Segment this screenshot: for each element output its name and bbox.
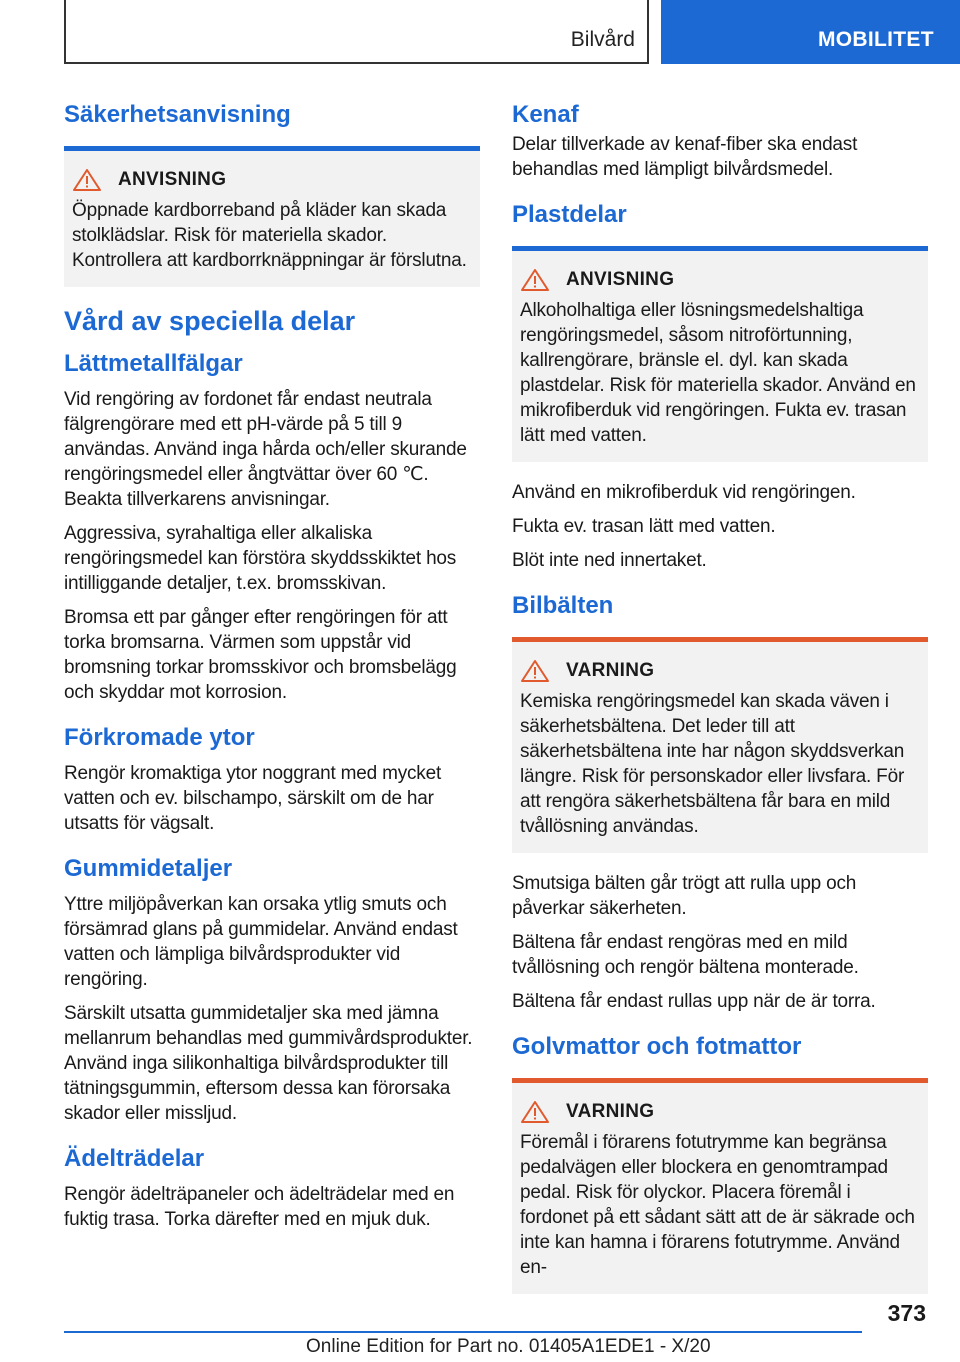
heading-vard-av-speciella-delar: Vård av speciella delar bbox=[64, 306, 356, 336]
warning-text: Föremål i förarens fotutrymme kan begränsa pedalvägen eller blockera en genomtrampad pedal. Risk för olyckor. Placera föremål i fordonet på ett sådant sätt att de är säkrade och inte kan hamna i förarens fotutrymme. Använd en- bbox=[520, 1132, 915, 1278]
paragraph: Vid rengöring av fordonet får endast neutrala fälgrengörare med ett pH-värde på 5 till 9 användas. Använd inga hårda och/eller skurande rengöringsmedel eller ångtvättar över 60 ℃. Beakta tillverkarens anvisningar. bbox=[64, 388, 467, 510]
warning-box bbox=[512, 637, 928, 853]
paragraph: Smutsiga bälten går trögt att rulla upp och påverkar säkerheten. bbox=[512, 873, 857, 919]
notice-box bbox=[64, 146, 480, 287]
paragraph: Använd en mikrofiberduk vid rengöringen. bbox=[512, 482, 856, 503]
heading-forkromade-ytor: Förkromade ytor bbox=[64, 723, 255, 751]
heading-bilbalten: Bilbälten bbox=[512, 592, 614, 619]
warning-triangle-icon bbox=[520, 1100, 550, 1124]
warning-triangle-icon bbox=[520, 659, 550, 683]
left-column bbox=[64, 100, 480, 1241]
paragraph: Bromsa ett par gånger efter rengöringen för att torka bromsarna. Värmen som uppstår vid bromsning torkar bromsskivor och bromsbelägg och skyddar mot korrosion. bbox=[64, 606, 457, 703]
heading-sakerhetsanvisning: Säkerhetsanvisning bbox=[64, 101, 291, 128]
paragraph: Rengör ädelträpaneler och ädelträdelar med en fuktig trasa. Torka därefter med en mjuk duk. bbox=[64, 1183, 455, 1230]
warning-text: Kemiska rengöringsmedel kan skada väven i säkerhetsbältena. Det leder till att säkerhetsbältena inte har någon skyddsverkan längre. Risk för personskador eller livsfara. För att rengöra säkerhetsbältena får bara en mild tvållösning användas. bbox=[520, 691, 905, 837]
notice-title: ANVISNING bbox=[118, 169, 227, 190]
footer-edition: Online Edition for Part no. 01405A1EDE1 - X/20 bbox=[306, 1336, 711, 1357]
tab-mobilitet[interactable]: MOBILITET bbox=[661, 0, 960, 64]
footer-rule bbox=[64, 1331, 862, 1333]
section-title: Bilvård bbox=[570, 28, 635, 51]
header-frame bbox=[64, 0, 649, 64]
heading-golvmattor: Golvmattor och fotmattor bbox=[512, 1033, 802, 1060]
heading-lattmetallfalgar: Lättmetallfälgar bbox=[64, 349, 243, 377]
right-column bbox=[512, 100, 928, 1294]
heading-adeltradelar: Ädelträdelar bbox=[64, 1144, 205, 1172]
warning-title: VARNING bbox=[566, 1101, 655, 1122]
paragraph: Blöt inte ned innertaket. bbox=[512, 550, 707, 571]
paragraph: Yttre miljöpåverkan kan orsaka ytlig smuts och försämrad glans på gummidelar. Använd endast vatten och lämpliga bilvårdsprodukter vid rengöring. bbox=[64, 893, 458, 990]
heading-plastdelar: Plastdelar bbox=[512, 201, 627, 228]
paragraph: Aggressiva, syrahaltiga eller alkaliska rengöringsmedel kan förstöra skyddsskiktet hos intilliggande detaljer, t.ex. bromsskivan. bbox=[64, 522, 457, 594]
paragraph: Bältena får endast rullas upp när de är torra. bbox=[512, 991, 876, 1012]
paragraph: Bältena får endast rengöras med en mild tvållösning och rengör bältena monterade. bbox=[512, 932, 859, 978]
warning-triangle-icon bbox=[520, 268, 550, 292]
heading-kenaf: Kenaf bbox=[512, 101, 579, 128]
notice-text: Öppnade kardborreband på kläder kan skada stolklädslar. Risk för materiella skador. Kontrollera att kardborrknäppningar är förslutna. bbox=[72, 200, 467, 271]
notice-text: Alkoholhaltiga eller lösningsmedelshaltiga rengöringsmedel, såsom nitroförtunning, kallrengörare, bränsle el. dyl. kan skada plastdelar. Risk för materiella skador. Använd en mikrofiberduk vid rengöringen. Fukta ev. trasan lätt med vatten. bbox=[520, 300, 916, 446]
warning-box bbox=[512, 1078, 928, 1294]
warning-title: VARNING bbox=[566, 660, 655, 681]
notice-box bbox=[512, 246, 928, 462]
paragraph: Fukta ev. trasan lätt med vatten. bbox=[512, 516, 776, 537]
paragraph: Rengör kromaktiga ytor noggrant med mycket vatten och ev. bilschampo, särskilt om de har utsatts för vägsalt. bbox=[64, 762, 442, 834]
heading-gummidetaljer: Gummidetaljer bbox=[64, 854, 233, 882]
warning-triangle-icon bbox=[72, 168, 102, 192]
page-number: 373 bbox=[887, 1300, 926, 1326]
paragraph: Delar tillverkade av kenaf-fiber ska endast behandlas med lämpligt bilvårdsmedel. bbox=[512, 134, 858, 180]
paragraph: Särskilt utsatta gummidetaljer ska med jämna mellanrum behandlas med gummivårdsprodukter. Använd inga silikonhaltiga bilvårdsprodukter till tätningsgummin, eftersom dessa kan förorsaka skador eller missljud. bbox=[64, 1002, 473, 1124]
notice-title: ANVISNING bbox=[566, 269, 675, 290]
